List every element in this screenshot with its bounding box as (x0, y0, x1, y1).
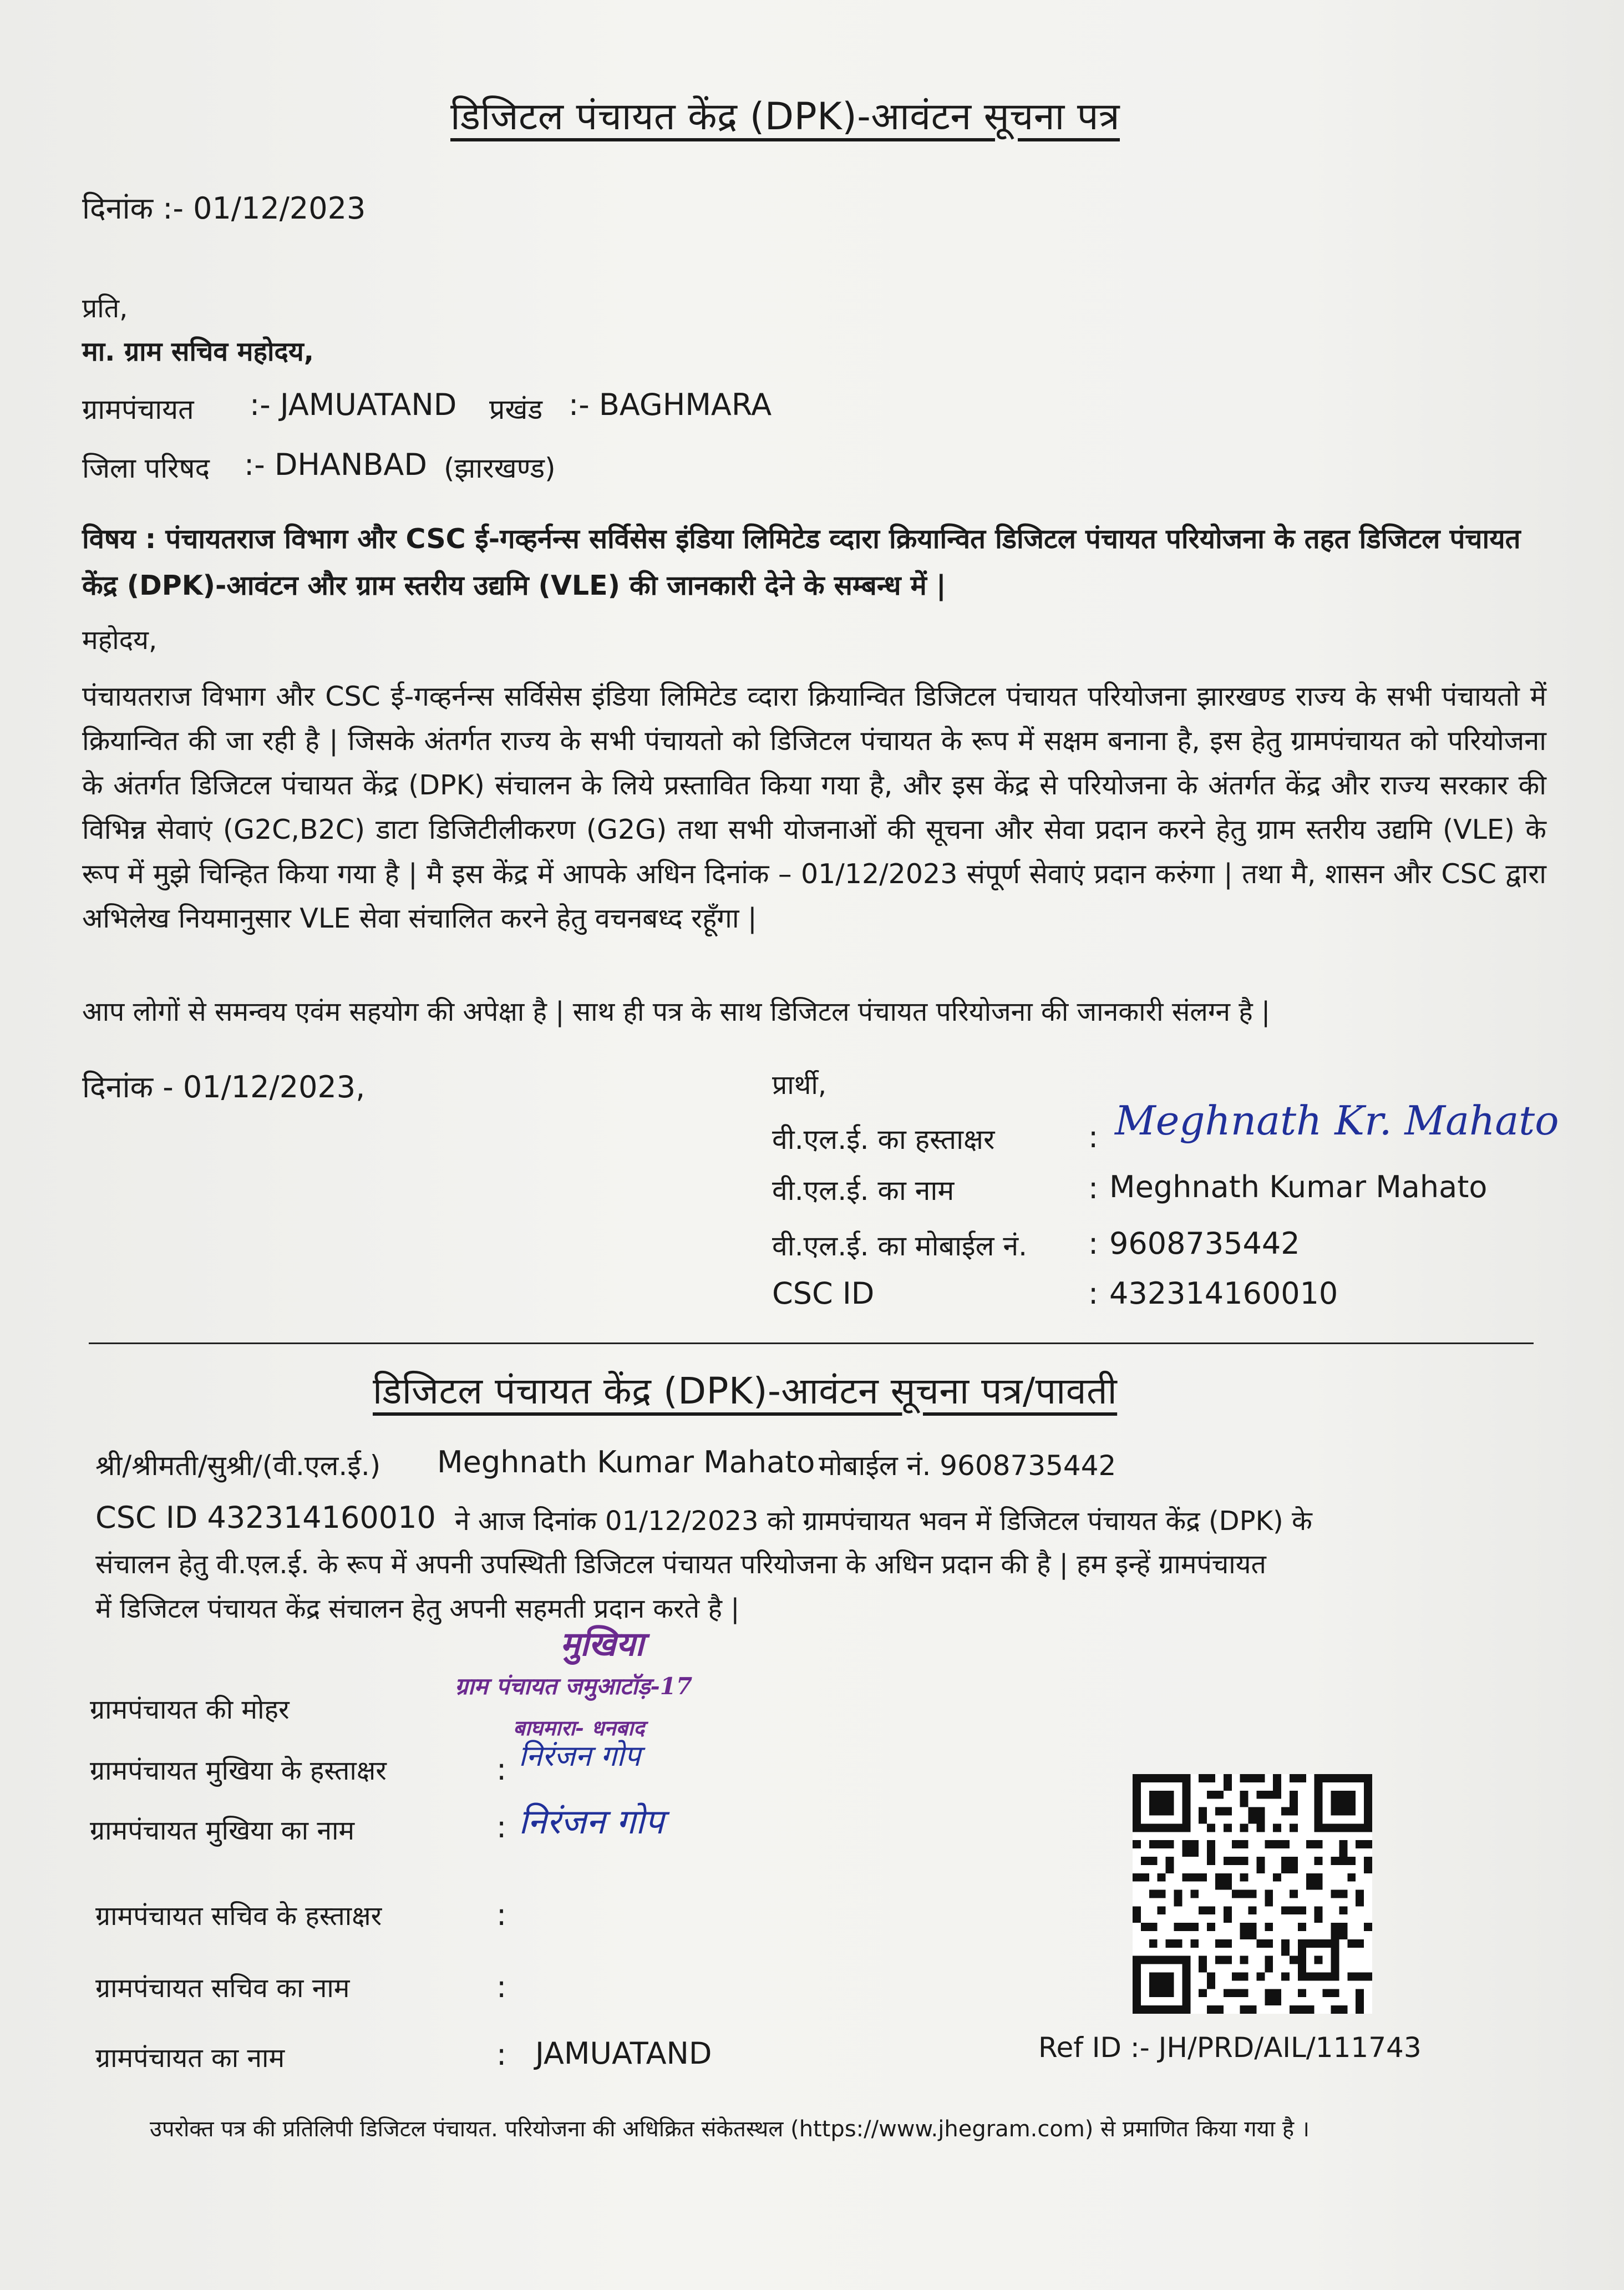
receipt-vle-name: Meghnath Kumar Mahato (437, 1445, 815, 1480)
colon: : (496, 1897, 507, 1932)
vle-signature: Meghnath Kr. Mahato (1115, 1097, 1559, 1144)
mukhiya-name: निरंजन गोप (519, 1801, 664, 1842)
mukhiya-signature-label: ग्रामपंचायत मुखिया के हस्ताक्षर (90, 1755, 387, 1786)
colon: : (496, 2037, 507, 2072)
stamp-title: मुखिया (560, 1625, 644, 1664)
csc-id: 432314160010 (1109, 1276, 1338, 1311)
receipt-line2: ने आज दिनांक 01/12/2023 को ग्रामपंचायत भवन में डिजिटल पंचायत केंद्र (DPK) के (455, 1506, 1312, 1537)
colon: : (1088, 1171, 1099, 1205)
sign-date: दिनांक - 01/12/2023, (82, 1070, 366, 1105)
prati: प्रति, (82, 293, 128, 324)
vle-mobile: 9608735442 (1109, 1226, 1300, 1261)
gp-seal-label: ग्रामपंचायत की मोहर (90, 1694, 290, 1725)
ref-id: Ref ID :- JH/PRD/AIL/111743 (1038, 2031, 1422, 2064)
applicant-heading: प्रार्थी, (772, 1070, 827, 1101)
mukhiya-signature: निरंजन गोप (519, 1740, 641, 1773)
gp-name: JAMUATAND (535, 2036, 712, 2071)
panchayat-value: :- JAMUATAND (250, 387, 457, 422)
stamp-line1: ग्राम पंचायत जमुआटॉड़-17 (455, 1673, 693, 1700)
divider (89, 1342, 1534, 1344)
vle-mobile-label: वी.एल.ई. का मोबाईल नं. (772, 1230, 1028, 1262)
vle-signature-label: वी.एल.ई. का हस्ताक्षर (772, 1123, 995, 1156)
date-line: दिनांक :- 01/12/2023 (82, 191, 366, 226)
colon: : (496, 1810, 507, 1845)
gp-name-label: ग्रामपंचायत का नाम (95, 2043, 285, 2074)
state: (झारखण्ड) (444, 452, 556, 484)
salutation: महोदय, (82, 625, 158, 656)
colon: : (496, 1752, 507, 1787)
receipt-line4: में डिजिटल पंचायत केंद्र संचालन हेतु अपनी सहमती प्रदान करते है | (95, 1593, 740, 1624)
district-label: जिला परिषद (82, 452, 210, 484)
subject: विषय : पंचायतराज विभाग और CSC ई-गव्हर्नन्स सर्विसेस इंडिया लिमिटेड व्दारा क्रियान्वित डिजिटल पंचायत परियोजना के तहत डिजिटल पंचायत केंद्र (DPK)-आवंटन और ग्राम स्तरीय उद्यमि (VLE) की जानकारी देने के सम्बन्ध में | (82, 523, 1521, 601)
sachiv-signature-label: ग्रामपंचायत सचिव के हस्ताक्षर (95, 1901, 382, 1932)
colon: : (1088, 1226, 1099, 1261)
qr-code-icon (1133, 1774, 1372, 2014)
block-value: :- BAGHMARA (569, 387, 772, 422)
body-paragraph: पंचायतराज विभाग और CSC ई-गव्हर्नन्स सर्विसेस इंडिया लिमिटेड व्दारा क्रियान्वित डिजिटल पंचायत परियोजना झारखण्ड राज्य के सभी पंचायतो में क्रियान्वित की जा रही है | जिसके अंतर्गत राज्य के सभी पंचायतो को डिजिटल पंचायत के रूप में सक्षम बनाना है, इस हेतु ग्रामपंचायत को परियोजना के अंतर्गत डिजिटल पंचायत केंद्र (DPK) संचालन के लिये प्रस्तावित किया गया है, और इस केंद्र से परियोजना के अंतर्गत केंद्र और राज्य सरकार की विभिन्न सेवाएं (G2C,B2C) डाटा डिजिटीलीकरण (G2G) तथा सभी योजनाओं की सूचना और सेवा प्रदान करने हेतु ग्राम स्तरीय उद्यमि (VLE) के रूप में मुझे चिन्हित किया गया है | मै इस केंद्र में आपके अधिन दिनांक – 01/12/2023 संपूर्ण सेवाएं प्रदान करुंगा | तथा मै, शासन और CSC द्वारा अभिलेख नियमानुसार VLE सेवा संचालित करने हेतु वचनबध्द रहूँगा | (82, 681, 1546, 934)
vle-name: Meghnath Kumar Mahato (1109, 1169, 1488, 1204)
receipt-title: डिजिटल पंचायत केंद्र (DPK)-आवंटन सूचना पत्र/पावती (373, 1370, 1118, 1412)
receipt-mobile: मोबाईल नं. 9608735442 (819, 1450, 1116, 1482)
vle-name-label: वी.एल.ई. का नाम (772, 1174, 955, 1207)
footer-note: उपरोक्त पत्र की प्रतिलिपी डिजिटल पंचायत. परियोजना की अधिक्रित संकेतस्थल (https://www.jhegram.com) से प्रमाणित किया गया है । (150, 2116, 1310, 2142)
receipt-line3: संचालन हेतु वी.एल.ई. के रूप में अपनी उपस्थिती डिजिटल पंचायत परियोजना के अधिन प्रदान की है | हम इन्हें ग्रामपंचायत (95, 1549, 1266, 1580)
panchayat-label: ग्रामपंचायत (82, 393, 194, 425)
page-title: डिजिटल पंचायत केंद्र (DPK)-आवंटन सूचना पत्र (450, 95, 1120, 139)
receipt-prefix: श्री/श्रीमती/सुश्री/(वी.एल.ई.) (95, 1450, 381, 1482)
sachiv-name-label: ग्रामपंचायत सचिव का नाम (95, 1973, 350, 2004)
block-label: प्रखंड (489, 393, 543, 425)
stamp-line2: बाघमारा- धनबाद (513, 1715, 645, 1740)
receipt-csc-id: CSC ID 432314160010 (95, 1500, 436, 1535)
mukhiya-name-label: ग्रामपंचायत मुखिया का नाम (90, 1815, 355, 1846)
colon: : (1088, 1276, 1099, 1311)
colon: : (1088, 1119, 1099, 1154)
colon: : (496, 1969, 507, 2004)
cooperation-line: आप लोगों से समन्वय एवंम सहयोग की अपेक्षा है | साथ ही पत्र के साथ डिजिटल पंचायत परियोजना की जानकारी संलग्न है | (82, 996, 1271, 1027)
addressee: मा. ग्राम सचिव महोदय, (82, 336, 314, 367)
csc-id-label: CSC ID (772, 1276, 875, 1311)
district-value: :- DHANBAD (244, 447, 427, 482)
